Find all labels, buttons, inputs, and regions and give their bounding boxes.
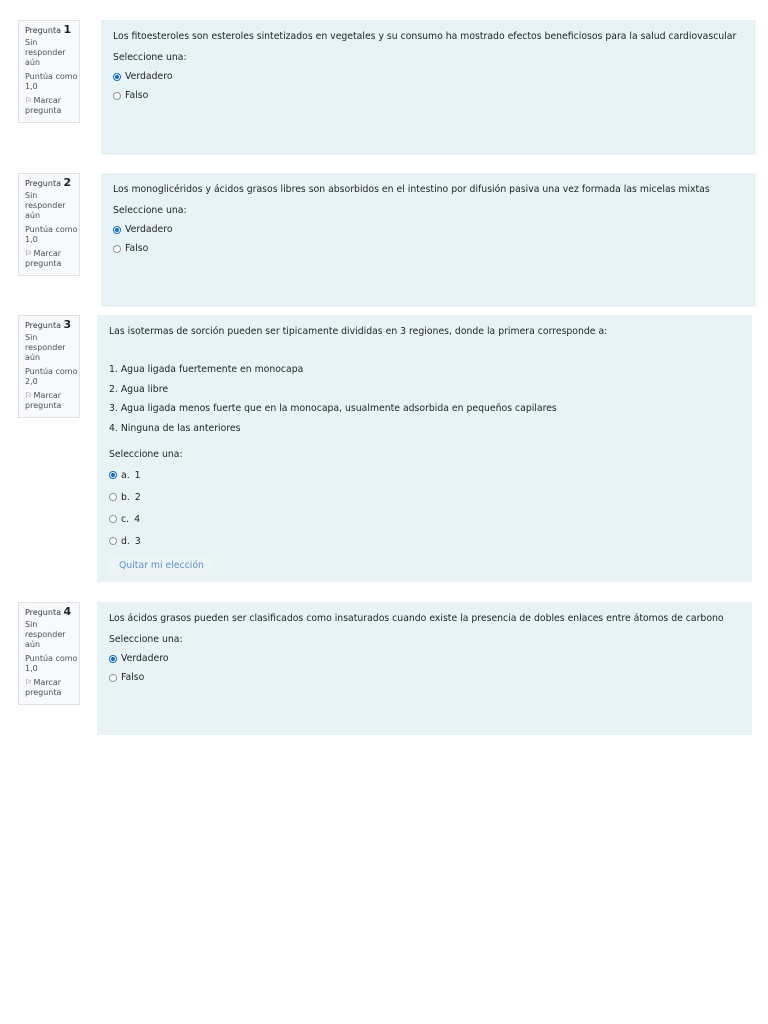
radio-button[interactable]: [113, 245, 121, 253]
question-info-3: [18, 315, 80, 418]
question-points: Puntúa como 2,0: [25, 367, 78, 386]
radio-button[interactable]: [109, 537, 117, 545]
radio-button[interactable]: [109, 515, 117, 523]
radio-button[interactable]: [109, 493, 117, 501]
list-item: 4. Ninguna de las anteriores: [109, 422, 241, 434]
answer-prompt: Seleccione una:: [113, 205, 187, 216]
answer-option-false[interactable]: Falso: [113, 86, 744, 105]
question-text: Los fitoesteroles son esteroles sintetizados en vegetales y su consumo ha mostrado efectos beneficiosos para la salud cardiovascular: [113, 31, 737, 42]
flag-question-link[interactable]: ⚐ Marcar pregunta: [25, 96, 62, 115]
flag-icon: ⚐: [25, 391, 33, 400]
answer-option-true[interactable]: Verdadero: [109, 649, 740, 668]
question-text: Las isotermas de sorción pueden ser tipicamente divididas en 3 regiones, donde la primera corresponde a:: [109, 326, 608, 337]
radio-button-checked[interactable]: [113, 226, 121, 234]
answer-prompt: Seleccione una:: [109, 449, 183, 460]
question-status: Sin responder aún: [25, 38, 66, 67]
question-info-2: [18, 173, 80, 276]
radio-button-checked[interactable]: [113, 73, 121, 81]
list-item: 3. Agua ligada menos fuerte que en la monocapa, usualmente adsorbida en pequeños capilares: [109, 403, 557, 414]
question-content-4: [97, 602, 752, 735]
answer-option-d[interactable]: d. 3: [109, 530, 740, 552]
radio-button-checked[interactable]: [109, 655, 117, 663]
answer-prompt: Seleccione una:: [113, 52, 187, 63]
question-text: Los monoglicéridos y ácidos grasos libres son absorbidos en el intestino por difusión pasiva una vez formada las micelas mixtas: [113, 184, 710, 195]
question-points: Puntúa como 1,0: [25, 225, 78, 244]
flag-icon: ⚐: [25, 96, 33, 105]
clear-choice-button[interactable]: Quitar mi elección: [109, 556, 214, 575]
answer-prompt: Seleccione una:: [109, 634, 183, 645]
question-content-3: [97, 315, 752, 582]
question-points: Puntúa como 1,0: [25, 654, 78, 673]
question-info-4: [18, 602, 80, 705]
question-content-1: [101, 20, 756, 155]
question-status: Sin responder aún: [25, 333, 66, 362]
radio-button[interactable]: [109, 674, 117, 682]
question-number: Pregunta 3: [25, 318, 72, 331]
statement-list: [109, 360, 740, 438]
question-points: Puntúa como 1,0: [25, 72, 78, 91]
question-text: Los ácidos grasos pueden ser clasificados como insaturados cuando existe la presencia de dobles enlaces entre átomos de carbono: [109, 613, 724, 624]
answer-option-true[interactable]: Verdadero: [113, 67, 744, 86]
question-number: Pregunta 2: [25, 176, 72, 189]
answer-option-false[interactable]: Falso: [109, 668, 740, 687]
question-content-2: [101, 173, 756, 307]
flag-question-link[interactable]: ⚐ Marcar pregunta: [25, 678, 62, 697]
answer-option-false[interactable]: Falso: [113, 239, 744, 258]
list-item: 1. Agua ligada fuertemente en monocapa: [109, 364, 304, 375]
flag-icon: ⚐: [25, 678, 33, 687]
question-status: Sin responder aún: [25, 620, 66, 649]
flag-question-link[interactable]: ⚐ Marcar pregunta: [25, 391, 62, 410]
flag-question-link[interactable]: ⚐ Marcar pregunta: [25, 249, 62, 268]
list-item: 2. Agua libre: [109, 383, 169, 395]
radio-button-checked[interactable]: [109, 471, 117, 479]
flag-icon: ⚐: [25, 249, 33, 258]
answer-option-b[interactable]: b. 2: [109, 486, 740, 508]
answer-option-a[interactable]: a. 1: [109, 464, 740, 486]
question-status: Sin responder aún: [25, 191, 66, 220]
answer-option-true[interactable]: Verdadero: [113, 220, 744, 239]
question-info-1: [18, 20, 80, 123]
question-number: Pregunta 4: [25, 605, 72, 618]
radio-button[interactable]: [113, 92, 121, 100]
answer-option-c[interactable]: c. 4: [109, 508, 740, 530]
question-number: Pregunta 1: [25, 23, 72, 36]
